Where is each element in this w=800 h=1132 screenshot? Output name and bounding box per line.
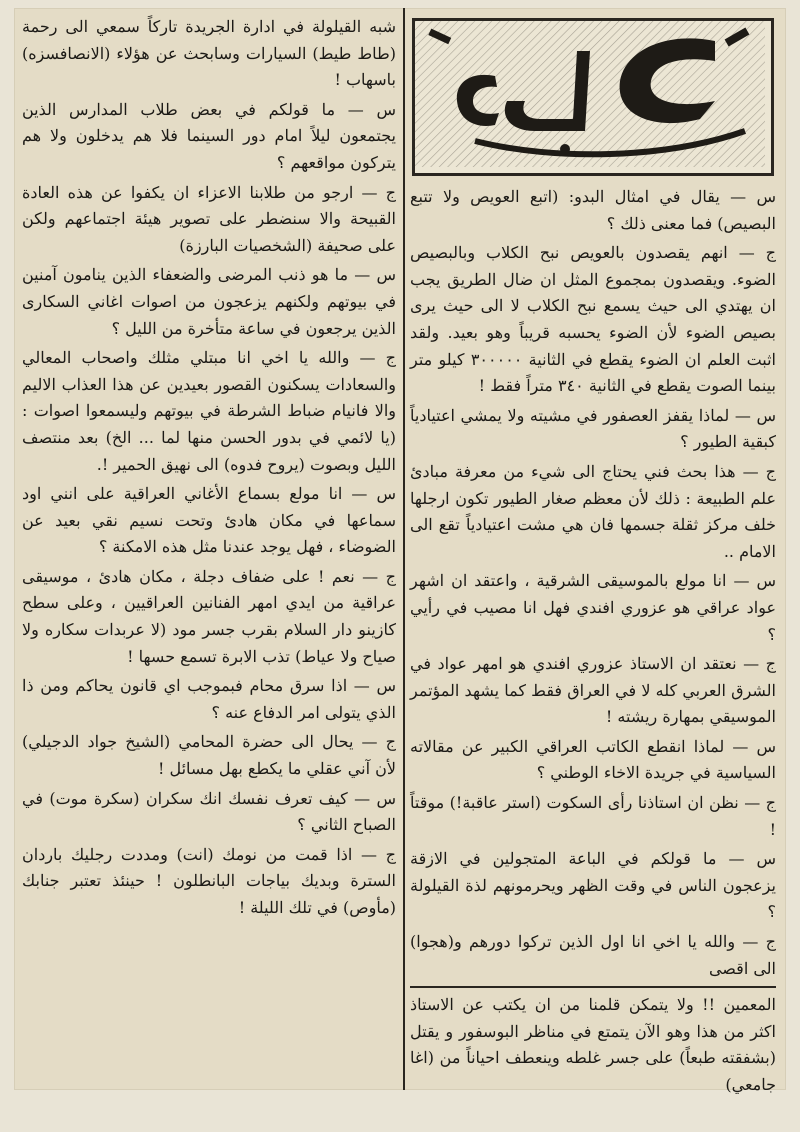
right-paragraph: س — انا مولع بالموسيقى الشرقية ، واعتقد ان اشهر عواد عراقي هو عزوري افندي فهل انا مصيب في رأيي ؟ (410, 571, 776, 644)
left-column (22, 8, 396, 1090)
right-paragraph: س — ما قولكم في الباعة المتجولين في الازقة يزعجون الناس في وقت الظهر ويحرمونهم لذة القيلولة ؟ (410, 849, 776, 922)
footer-rule (410, 986, 776, 988)
newspaper-page (14, 8, 786, 1094)
right-paragraph: ج — انهم يقصدون بالعويص نبح الكلاب وبالبصيص الضوء. ويقصدون بمجموع المثل ان ضال الطريق يجب ان يهتدي الى حيث يسمع نبح الكلاب لا الى حيث يرى بصيص الضوء لأن الضوء يحسبه قريباً وهو بعيد. ولقد اثبت العلم ان الضوء يقطع في الثانية ٣٠٠٠٠٠ كيلو متر بينما الصوت يقطع في الثانية ٣٤٠ متراً فقط ! (410, 243, 777, 396)
left-paragraph: ج — والله يا اخي انا مبتلي مثلك واصحاب المعالي والسعادات يسكنون القصور بعيدين عن هذا العذاب الاليم والا فانيام ضباط الشرطة في بيوتهم وليسمعوا اصوات : (يا لائمي في بدور الحسن منها لما ... الخ) بعد منتصف الليل وبصوت (يروح فدوه) الى نهيق الحمير !. (22, 348, 397, 474)
right-paragraph: ج — نظن ان استاذنا رأى السكوت (استر عاقبة!) موقتاً ! (410, 793, 776, 839)
right-paragraph: ج — والله يا اخي انا اول الذين تركوا دورهم و(هجوا) الى اقصى (410, 932, 776, 978)
masthead-logo (412, 18, 774, 176)
right-paragraph: س — يقال في امثال البدو: (اتبع العويص ولا تتبع البصيص) فما معنى ذلك ؟ (410, 187, 776, 233)
left-paragraph: س — كيف تعرف نفسك انك سكران (سكرة موت) في الصباح الثاني ؟ (22, 788, 396, 835)
calligraphy-logo-icon (415, 21, 765, 167)
left-paragraph: ج — نعم ! على ضفاف دجلة ، مكان هادئ ، موسيقى عراقية من ايدي امهر الفنانين العراقيين ، وعلى سطح كازينو دار السلام بقرب جسر مود (لا عربدات سكاره ولا صياح ولا عياط) تذب الابرة تسمع حسها ! (22, 566, 396, 666)
right-paragraph: س — لماذا انقطع الكاتب العراقي الكبير عن مقالاته السياسية في جريدة الاخاء الوطني ؟ (410, 736, 776, 783)
column-divider (403, 8, 405, 1090)
left-paragraph: شبه القيلولة في ادارة الجريدة تاركاً سمعي الى رحمة (طاط طيط) السيارات وسابحث عن هؤلاء (الانصافسزه) باسهاب ! (22, 17, 396, 90)
left-paragraph: س — ما قولكم في بعض طلاب المدارس الذين يجتمعون ليلاً امام دور السينما فلا هم يدخلون ولا هم يتركون مواقعهم ؟ (22, 99, 396, 172)
left-paragraph: ج — اذا قمت من نومك (انت) ومددت رجليك باردان السترة وبديك بياجات البانطلون ! حينئذ تعتبر جنابك (مأوص) في تلك الليلة ! (22, 844, 396, 917)
right-paragraph: س — لماذا يقفز العصفور في مشيته ولا يمشي اعتيادياً كبقية الطيور ؟ (410, 405, 776, 452)
left-paragraph: ج — يحال الى حضرة المحامي (الشيخ جواد الدجيلي) لأن آني عقلي ما يكطع بهل مسائل ! (22, 732, 396, 779)
left-paragraph: ج — ارجو من طلابنا الاعزاء ان يكفوا عن هذه العادة القبيحة والا سنضطر على تصوير هيئة اجتماعهم ولكن على صحيفة (الشخصيات البارزة) (22, 182, 397, 255)
right-column (410, 8, 777, 1094)
right-paragraph: ج — هذا بحث فني يحتاج الى شيء من معرفة مبادئ علم الطبيعة : ذلك لأن معظم صغار الطيور تكون ارجلها خلف مركز ثقلة جسمها فان هي مشت اعتيادياً تقع الى الامام .. (410, 461, 776, 561)
right-paragraph: ج — نعتقد ان الاستاذ عزوري افندي هو امهر عواد في الشرق العربي كله لا في العراق فقط كما يشهد المؤتمر الموسيقي بمهارة ريشته ! (410, 654, 776, 727)
left-paragraph: س — اذا سرق محام فبموجب اي قانون يحاكم ومن ذا الذي يتولى امر الدفاع عنه ؟ (22, 676, 396, 722)
right-footer: المعمين !! ولا يتمكن قلمنا من ان يكتب عن الاستاذ اكثر من هذا وهو الآن يتمتع في مناظر البوسفور و يقتل (بشفقته طبعاً) على جسر غلطه وينعطف احياناً من (اغا جامعي) (410, 995, 776, 1094)
left-paragraph: س — انا مولع بسماع الأغاني العراقية على انني اود سماعها في مكان هادئ وتحت نسيم نقي بعيد عن الضوضاء ، فهل يوجد عندنا مثل هذه الامكنة ؟ (22, 484, 396, 557)
left-paragraph: س — ما هو ذنب المرضى والضعفاء الذين ينامون آمنين في بيوتهم ولكنهم يزعجون من اصوات اغاني السكارى الذين يرجعون في ساعة متأخرة من الليل ؟ (22, 265, 396, 338)
